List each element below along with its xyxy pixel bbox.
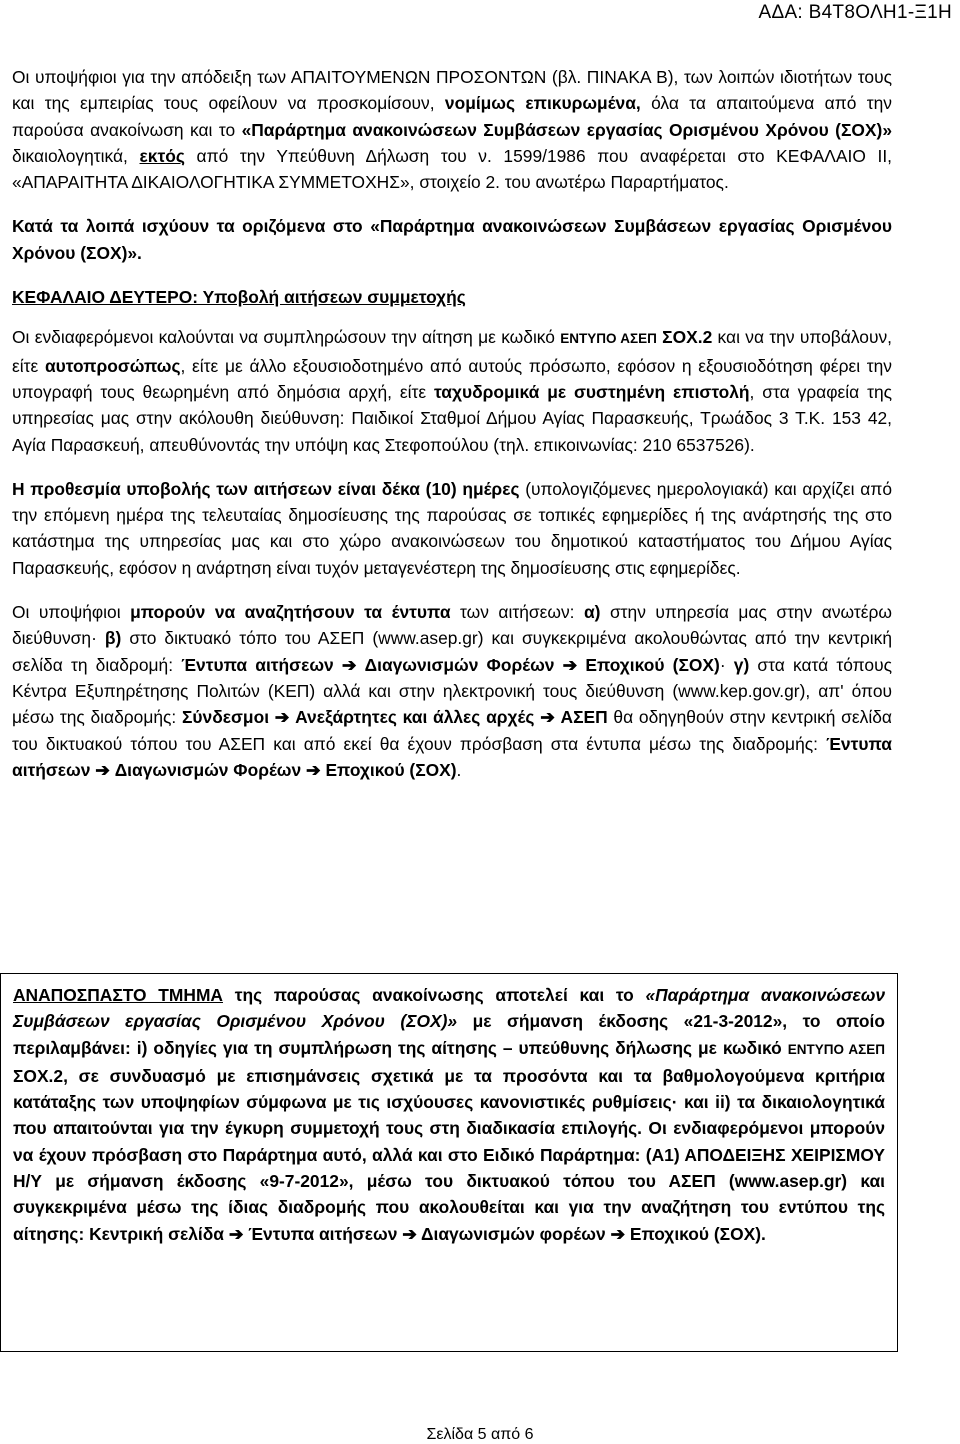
paragraph-application-submission: Οι ενδιαφερόμενοι καλούνται να συμπληρώσουν την αίτηση με κωδικό ΕΝΤΥΠΟ ΑΣΕΠ ΣΟΧ.2 και να την υποβάλουν, είτε αυτοπροσώπως, είτε με άλλο εξουσιοδοτημένο από αυτούς πρόσωπο, εφόσον η εξουσιοδότηση φέρει την υπογραφή τους θεωρημένη από δημόσια αρχή, είτε ταχυδρομικά με συστημένη επιστολή, στα γραφεία της υπηρεσίας μας στην ακόλουθη διεύθυνση: Παιδικοί Σταθμοί Δήμου Αγίας Παρασκευής, Τρωάδος 3 Τ.Κ. 153 42, Αγία Παρασκευή, απευθύνοντάς την υπόψη κας Στεφοπούλου (τηλ. επικοινωνίας: 210 6537526). bbox=[12, 327, 892, 455]
annex-notice-box bbox=[0, 973, 898, 1352]
arrow-right-icon: ➔ bbox=[95, 759, 110, 780]
arrow-right-icon: ➔ bbox=[610, 1223, 626, 1244]
paragraph-remaining-provisions: Κατά τα λοιπά ισχύουν τα οριζόμενα στο «Παράρτημα ανακοινώσεων Συμβάσεων εργασίας Ορισμένου Χρόνου (ΣΟΧ)». bbox=[12, 216, 892, 263]
annex-notice-text: ΑΝΑΠΟΣΠΑΣΤΟ ΤΜΗΜΑ της παρούσας ανακοίνωσης αποτελεί και το «Παράρτημα ανακοινώσεων Συμβάσεων εργασίας Ορισμένου Χρόνου (ΣΟΧ)» με σήμανση έκδοσης «21-3-2012», το οποίο περιλαμβάνει: i) οδηγίες για τη συμπλήρωση της αίτησης – υπεύθυνης δήλωσης με κωδικό ΕΝΤΥΠΟ ΑΣΕΠ ΣΟΧ.2, σε συνδυασμό με επισημάνσεις σχετικά με τα προσόντα και τα βαθμολογούμενα κριτήρια κατάταξης των υποψηφίων σύμφωνα με τις ισχύουσες κανονιστικές ρυθμίσεις· και ii) τα δικαιολογητικά που απαιτούνται για την έγκυρη συμμετοχή τους στη διαδικασία επιλογής. Οι ενδιαφερόμενοι μπορούν να έχουν πρόσβαση στο Παράρτημα αυτό, αλλά και στο Ειδικό Παράρτημα: (Α1) ΑΠΟΔΕΙΞΗΣ ΧΕΙΡΙΣΜΟΥ Η/Υ με σήμανση έκδοσης «9-7-2012», μέσω του δικτυακού τόπου του ΑΣΕΠ (www.asep.gr) και συγκεκριμένα μέσω της ίδιας διαδρομής που ακολουθείται και για την αναζήτηση του εντύπου της αίτησης: Κεντρική σελίδα ➔ Έντυπα αιτήσεων ➔ Διαγωνισμών φορέων ➔ Εποχικού (ΣΟΧ). bbox=[13, 985, 886, 1244]
paragraph-forms-availability: Οι υποψήφιοι μπορούν να αναζητήσουν τα έντυπα των αιτήσεων: α) στην υπηρεσία μας στην ανωτέρω διεύθυνση· β) στο δικτυακό τόπο του ΑΣΕΠ (www.asep.gr) και συγκεκριμένα ακολουθώντας από την κεντρική σελίδα τη διαδρομή: Έντυπα αιτήσεων ➔ Διαγωνισμών Φορέων ➔ Εποχικού (ΣΟΧ)· γ) στα κατά τόπους Κέντρα Εξυπηρέτησης Πολιτών (ΚΕΠ) αλλά και στην ηλεκτρονική τους διεύθυνση (www.kep.gov.gr), απ' όπου μέσω της διαδρομής: Σύνδεσμοι ➔ Ανεξάρτητες και άλλες αρχές ➔ ΑΣΕΠ θα οδηγηθούν στην κεντρική σελίδα του δικτυακού τόπου του ΑΣΕΠ και από εκεί θα έχουν πρόσβαση στα έντυπα μέσω της διαδρομής: Έντυπα αιτήσεων ➔ Διαγωνισμών Φορέων ➔ Εποχικού (ΣΟΧ). bbox=[12, 602, 892, 780]
arrow-right-icon: ➔ bbox=[274, 707, 290, 728]
arrow-right-icon: ➔ bbox=[402, 1223, 417, 1244]
arrow-right-icon: ➔ bbox=[306, 759, 321, 780]
arrow-right-icon: ➔ bbox=[341, 654, 357, 675]
paragraph-deadline: Η προθεσμία υποβολής των αιτήσεων είναι δέκα (10) ημέρες (υπολογιζόμενες ημερολογιακά) και αρχίζει από την επόμενη ημέρα της τελευταίας δημοσίευσης της παρούσας σε τοπικές εφημερίδες ή της ανάρτησής της στο κατάστημα της υπηρεσίας μας και στο χώρο ανακοινώσεων του δημοτικού καταστήματος του Δήμου Αγίας Παρασκευής, εφόσον η ανάρτηση είναι τυχόν μεταγενέστερη της δημοσίευσης στις εφημερίδες. bbox=[12, 478, 892, 578]
section-title: ΚΕΦΑΛΑΙΟ ΔΕΥΤΕΡΟ: Υποβολή αιτήσεων συμμετοχής bbox=[12, 287, 466, 308]
arrow-right-icon: ➔ bbox=[540, 707, 555, 728]
page-number: Σελίδα 5 από 6 bbox=[426, 1426, 534, 1443]
ada-code: ΑΔΑ: Β4Τ8ΟΛΗ1-Ξ1Η bbox=[758, 2, 952, 23]
document-body bbox=[12, 64, 892, 783]
paragraph-submission-docs: Οι υποψήφιοι για την απόδειξη των ΑΠΑΙΤΟΥΜΕΝΩΝ ΠΡΟΣΟΝΤΩΝ (βλ. ΠΙΝΑΚΑ Β), των λοιπών ιδιοτήτων τους και της εμπειρίας τους οφείλουν να προσκομίσουν, νομίμως επικυρωμένα, όλα τα απαιτούμενα από την παρούσα ανακοίνωση και το «Παράρτημα ανακοινώσεων Συμβάσεων εργασίας Ορισμένου Χρόνου (ΣΟΧ)» δικαιολογητικά, εκτός από την Υπεύθυνη Δήλωση του ν. 1599/1986 που αναφέρεται στο ΚΕΦΑΛΑΙΟ ΙΙ, «ΑΠΑΡΑΙΤΗΤΑ ΔΙΚΑΙΟΛΟΓΗΤΙΚΑ ΣΥΜΜΕΤΟΧΗΣ», στοιχείο 2. του ανωτέρω Παραρτήματος. bbox=[12, 67, 892, 193]
arrow-right-icon: ➔ bbox=[228, 1223, 244, 1244]
arrow-right-icon: ➔ bbox=[562, 654, 578, 675]
